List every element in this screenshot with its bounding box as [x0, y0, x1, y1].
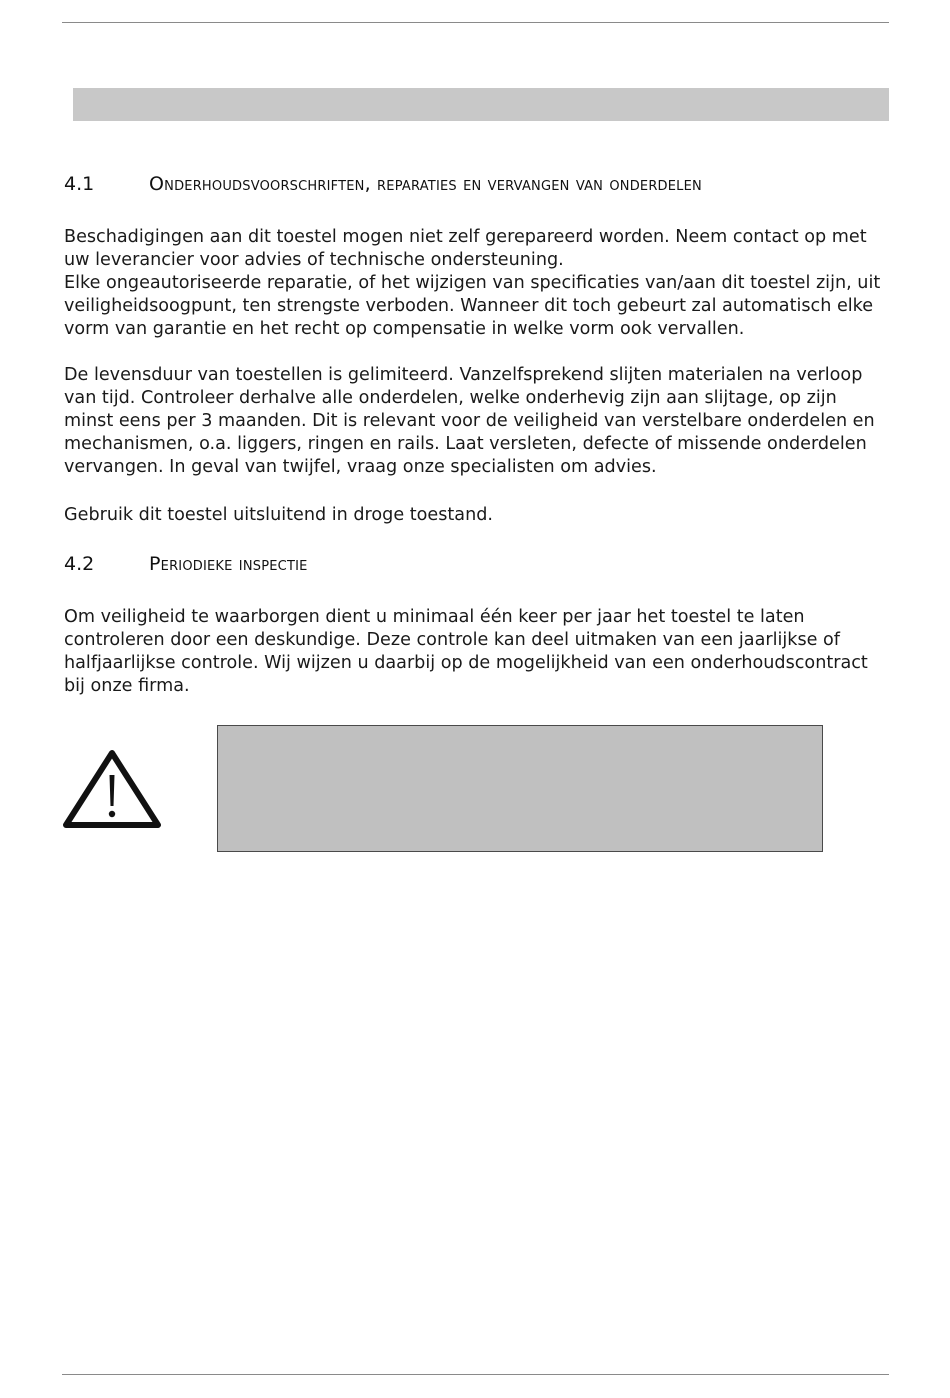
section-title: Periodieke inspectie [149, 553, 308, 575]
paragraph-inspection: Om veiligheid te waarborgen dient u minimaal één keer per jaar het toestel te laten controleren door een deskundige. Deze controle kan deel uitmaken van een jaarlijkse of halfjaarlijkse controle. Wij wijzen u daarbij op de mogelijkheid van een onderhoudscontract bij onze firma. [64, 607, 868, 696]
section-number: 4.1 [64, 173, 95, 195]
warning-triangle-icon [62, 748, 162, 830]
section-number: 4.2 [64, 553, 95, 575]
paragraph-line: Elke ongeautoriseerde reparatie, of het wijzigen van specificaties van/aan dit toestel zijn, uit veiligheidsoogpunt, ten strengste verboden. Wanneer dit toch gebeurt zal automatisch elke vorm van garantie en het recht op compensatie in welke vorm ook vervallen. [64, 273, 881, 339]
top-rule [62, 22, 889, 23]
paragraph-lifespan: De levensduur van toestellen is gelimiteerd. Vanzelfsprekend slijten materialen na verloop van tijd. Controleer derhalve alle onderdelen, welke onderhevig zijn aan slijtage, op zijn minst eens per 3 maanden. Dit is relevant voor de veiligheid van verstelbare onderdelen en mechanismen, o.a. liggers, ringen en rails. Laat versleten, defecte of missende onderdelen vervangen. In geval van twijfel, vraag onze specialisten om advies. [64, 365, 875, 477]
warning-box [217, 725, 823, 852]
paragraph-repairs [64, 226, 890, 341]
header-bar [73, 88, 889, 121]
paragraph-dry-use: Gebruik dit toestel uitsluitend in droge toestand. [64, 505, 493, 525]
section-title: Onderhoudsvoorschriften, reparaties en vervangen van onderdelen [149, 173, 702, 195]
bottom-rule [62, 1374, 889, 1375]
paragraph-line: Beschadigingen aan dit toestel mogen niet zelf gerepareerd worden. Neem contact op met uw leverancier voor advies of technische ondersteuning. [64, 227, 867, 270]
